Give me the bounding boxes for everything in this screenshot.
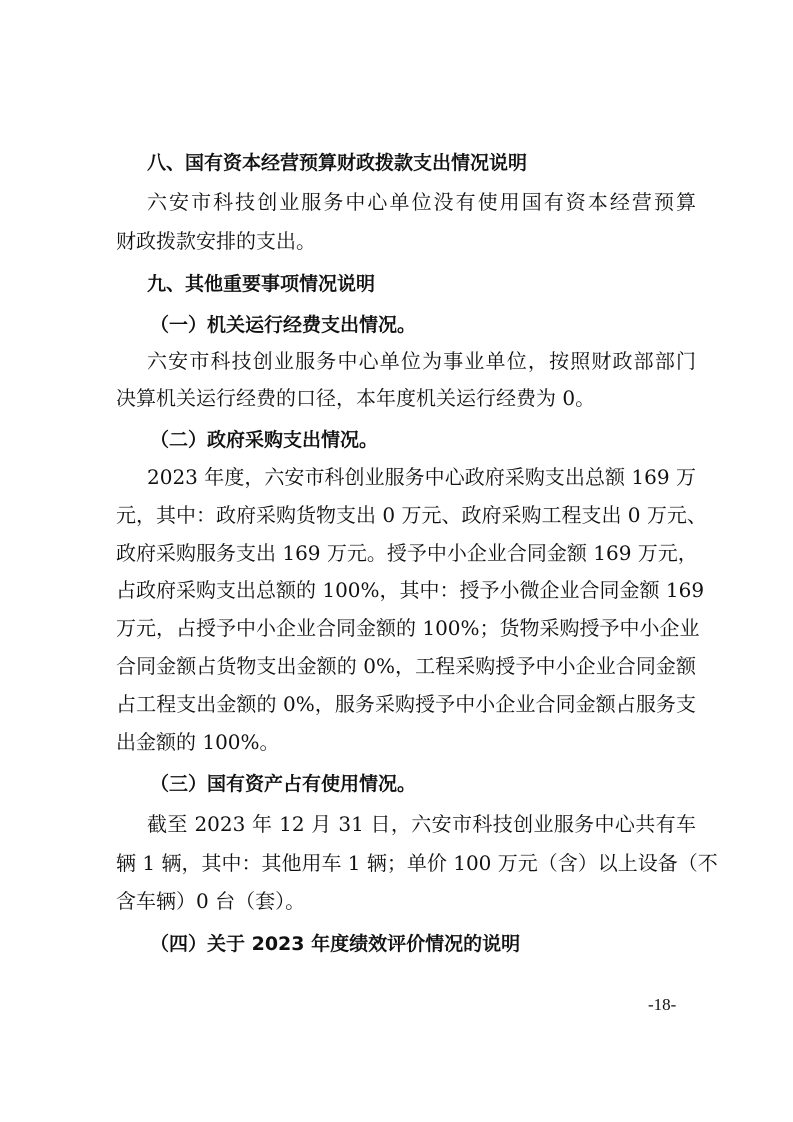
paragraph-line: 含车辆）0 台（套）。 xyxy=(116,889,306,913)
paragraph-line: 六安市科技创业服务中心单位没有使用国有资本经营预算 xyxy=(147,190,696,214)
subsection-heading-4: （四）关于 2023 年度绩效评价情况的说明 xyxy=(150,933,521,955)
paragraph-line: 万元，占授予中小企业合同金额的 100%；货物采购授予中小企业 xyxy=(116,616,700,640)
paragraph-line: 元，其中：政府采购货物支出 0 万元、政府采购工程支出 0 万元、 xyxy=(116,503,707,527)
paragraph-line: 截至 2023 年 12 月 31 日，六安市科技创业服务中心共有车 xyxy=(147,812,696,836)
subsection-heading-1: （一）机关运行经费支出情况。 xyxy=(150,314,417,336)
subsection-heading-2: （二）政府采购支出情况。 xyxy=(150,429,379,451)
paragraph-line: 占工程支出金额的 0%，服务采购授予中小企业合同金额占服务支 xyxy=(116,692,696,716)
paragraph-line: 六安市科技创业服务中心单位为事业单位，按照财政部部门 xyxy=(147,349,696,373)
paragraph-line: 出金额的 100%。 xyxy=(116,730,280,754)
paragraph-line: 合同金额占货物支出金额的 0%，工程采购授予中小企业合同金额 xyxy=(116,654,696,678)
paragraph-line: 辆 1 辆，其中：其他用车 1 辆；单价 100 万元（含）以上设备（不 xyxy=(116,851,718,875)
paragraph-line: 占政府采购支出总额的 100%，其中：授予小微企业合同金额 169 xyxy=(116,578,705,602)
section-heading-9: 九、其他重要事项情况说明 xyxy=(147,273,376,295)
section-heading-8: 八、国有资本经营预算财政拨款支出情况说明 xyxy=(147,152,528,174)
paragraph-line: 决算机关运行经费的口径，本年度机关运行经费为 0。 xyxy=(116,386,596,410)
paragraph-line: 政府采购服务支出 169 万元。授予中小企业合同金额 169 万元， xyxy=(116,541,698,565)
paragraph-line: 2023 年度，六安市科创业服务中心政府采购支出总额 169 万 xyxy=(147,465,696,489)
paragraph-line: 财政拨款安排的支出。 xyxy=(116,229,316,253)
subsection-heading-3: （三）国有资产占有使用情况。 xyxy=(150,773,417,795)
page-number: -18- xyxy=(648,995,677,1014)
